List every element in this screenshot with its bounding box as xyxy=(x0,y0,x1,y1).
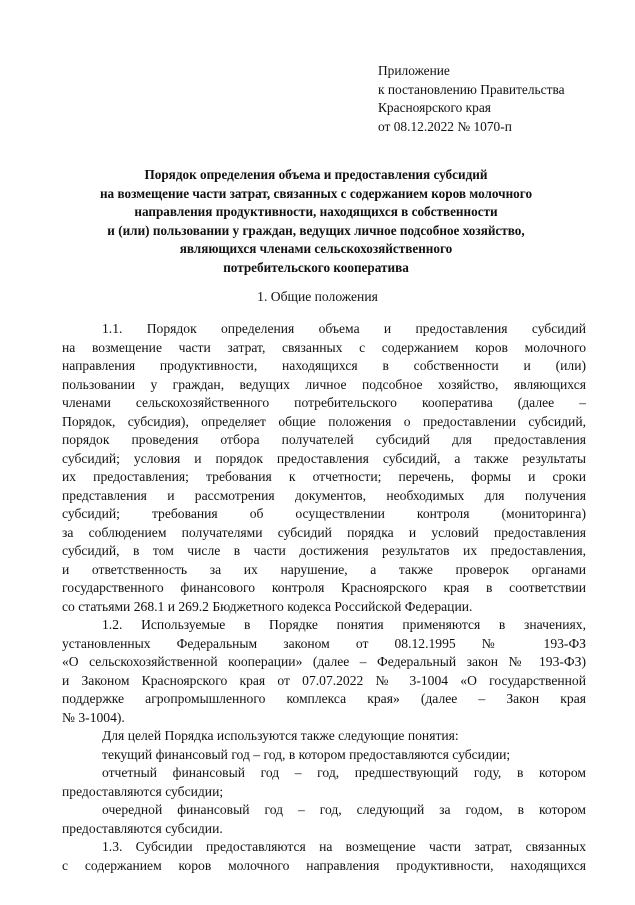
appendix-line: Красноярского края xyxy=(378,100,491,116)
paragraph-line: отчетный финансовый год – год, предшествующий году, в котором xyxy=(102,765,586,780)
paragraph-line: пользовании у граждан, ведущих личное подсобное хозяйство, являющихся xyxy=(62,376,586,392)
paragraph-line: установленных Федеральным законом от 08.12.1995 № 193-ФЗ xyxy=(62,635,586,651)
section-heading: 1. Общие положения xyxy=(257,289,378,304)
appendix-line: Приложение xyxy=(378,63,450,78)
paragraph-line: субсидий, в том числе в части достижения результатов их предоставления, xyxy=(62,543,586,558)
title-line: потребительского кооператива xyxy=(223,259,409,275)
appendix-line: от 08.12.2022 № 1070-п xyxy=(378,118,512,134)
appendix-line: к постановлению Правительства xyxy=(378,81,565,97)
paragraph-line: со статьями 268.1 и 269.2 Бюджетного кодекса Российской Федерации. xyxy=(62,598,473,614)
document-title xyxy=(60,166,572,278)
paragraph-line: № 3-1004). xyxy=(62,709,125,725)
paragraph-line: членами сельскохозяйственного потребительского кооператива (далее – xyxy=(62,395,586,410)
paragraph-line: и ответственность за их нарушение, а также проверок органами xyxy=(62,561,586,577)
paragraph-line: Для целей Порядка используются также следующие понятия: xyxy=(102,728,459,743)
paragraph-line: направления продуктивности, находящихся в собственности и (или) xyxy=(62,358,586,373)
paragraph-line: предоставляются субсидии. xyxy=(62,820,223,836)
paragraph-line: на возмещение части затрат, связанных с содержанием коров молочного xyxy=(62,339,586,355)
paragraph-line: с содержанием коров молочного направления продуктивности, находящихся xyxy=(62,857,586,873)
paragraph-line: 1.2. Используемые в Порядке понятия применяются в значениях, xyxy=(102,617,586,632)
paragraph-line: поддержке агропромышленного комплекса края» (далее – Закон края xyxy=(62,691,586,706)
document-body xyxy=(62,320,586,875)
paragraph-line: 1.3. Субсидии предоставляются на возмещение части затрат, связанных xyxy=(102,839,586,854)
title-line: являющихся членами сельскохозяйственного xyxy=(179,241,453,257)
paragraph-line: субсидий; условия и порядок предоставления субсидий, а также результаты xyxy=(62,450,586,466)
paragraph-line: субсидий; требования об осуществлении контроля (мониторинга) xyxy=(62,506,586,521)
paragraph-line: «О сельскохозяйственной кооперации» (далее – Федеральный закон № 193-ФЗ) xyxy=(62,654,586,669)
paragraph-line: текущий финансовый год – год, в котором предоставляются субсидии; xyxy=(102,746,511,762)
title-line: на возмещение части затрат, связанных с содержанием коров молочного xyxy=(99,185,533,201)
appendix-block xyxy=(378,62,565,136)
title-line: направления продуктивности, находящихся в собственности xyxy=(134,204,498,220)
paragraph-line: Порядок, субсидия), определяет общие положения о предоставлении субсидий, xyxy=(62,413,586,429)
paragraph-line: порядок проведения отбора получателей субсидий для предоставления xyxy=(62,432,586,447)
paragraph-line: государственного финансового контроля Красноярского края в соответствии xyxy=(62,580,586,595)
title-line: и (или) пользовании у граждан, ведущих личное подсобное хозяйство, xyxy=(107,222,525,238)
paragraph-line: и Законом Красноярского края от 07.07.2022 № 3-1004 «О государственной xyxy=(62,672,586,688)
title-line: Порядок определения объема и предоставления субсидий xyxy=(144,167,488,182)
paragraph-line: 1.1. Порядок определения объема и предоставления субсидий xyxy=(102,321,586,336)
paragraph-line: их предоставления; требования к отчетности; перечень, формы и сроки xyxy=(62,469,586,484)
paragraph-line: очередной финансовый год – год, следующий за годом, в котором xyxy=(102,802,586,817)
paragraph-line: представления и рассмотрения документов, необходимых для получения xyxy=(62,487,586,503)
paragraph-line: за соблюдением получателями субсидий порядка и условий предоставления xyxy=(62,524,586,540)
paragraph-line: предоставляются субсидии; xyxy=(62,783,224,799)
